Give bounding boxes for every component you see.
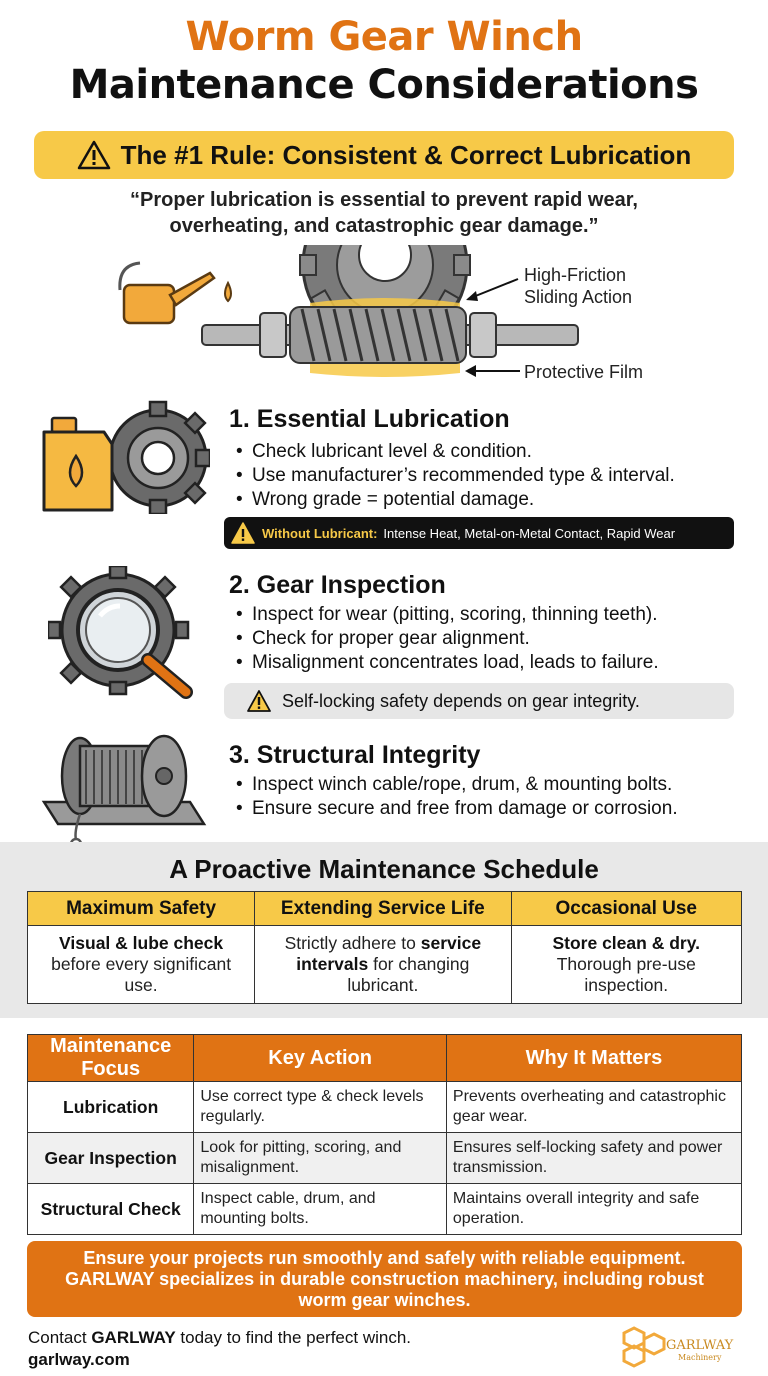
winch-drum-icon: [40, 732, 210, 850]
warning-triangle-icon: [230, 521, 256, 545]
list-item: • Check for proper gear alignment.: [232, 627, 659, 651]
worm-shaft-icon: [202, 307, 578, 363]
table-cell: Ensures self-locking safety and power transmission.: [446, 1133, 741, 1184]
schedule-table: [27, 891, 742, 1004]
section-2-title: 2. Gear Inspection: [229, 571, 446, 599]
list-item: • Inspect for wear (pitting, scoring, thinning teeth).: [232, 603, 659, 627]
rule-banner-text: The #1 Rule: Consistent & Correct Lubrication: [120, 139, 692, 170]
section-3-bullets: [232, 773, 678, 821]
table-cell: Use correct type & check levels regularly.: [194, 1082, 447, 1133]
callout-friction-line-1: High-Friction: [524, 265, 627, 285]
schedule-header: Occasional Use: [511, 892, 742, 926]
section-3-title: 3. Structural Integrity: [229, 741, 481, 769]
rule-banner: [34, 131, 734, 179]
table-cell: Inspect cable, drum, and mounting bolts.: [194, 1184, 447, 1235]
cta-text: Ensure your projects run smoothly and safely with reliable equipment. GARLWAY specializes in durable construction machinery, including robust worm gear winches.: [65, 1247, 704, 1310]
table-row: [28, 926, 742, 1004]
table-cell: Gear Inspection: [28, 1133, 194, 1184]
table-row: [28, 1184, 742, 1235]
self-locking-note: [224, 683, 734, 719]
contact-line: Contact GARLWAY today to find the perfect winch.: [28, 1328, 412, 1347]
table-cell: Prevents overheating and catastrophic gear wear.: [446, 1082, 741, 1133]
list-item: • Use manufacturer’s recommended type & interval.: [232, 464, 675, 488]
quote-line-2: overheating, and catastrophic gear damage.”: [169, 215, 599, 237]
table-row: [28, 1082, 742, 1133]
list-item: • Misalignment concentrates load, leads to failure.: [232, 651, 659, 675]
warning-text: Intense Heat, Metal-on-Metal Contact, Rapid Wear: [383, 525, 676, 541]
table-row: [28, 1133, 742, 1184]
section-1-bullets: [232, 440, 675, 512]
schedule-cell-service-life: Strictly adhere to service intervals for changing lubricant.: [255, 926, 511, 1004]
warning-triangle-icon: [77, 140, 111, 170]
self-locking-note-text: Self-locking safety depends on gear integrity.: [282, 690, 640, 711]
lubrication-quote: [40, 187, 728, 239]
table-header-row: [28, 892, 742, 926]
list-item: • Check lubricant level & condition.: [232, 440, 675, 464]
section-1-title: 1. Essential Lubrication: [229, 405, 510, 433]
callout-film: Protective Film: [524, 362, 644, 382]
focus-header: Key Action: [194, 1035, 447, 1082]
schedule-title: A Proactive Maintenance Schedule: [169, 854, 599, 884]
table-cell: Lubrication: [28, 1082, 194, 1133]
table-header-row: [28, 1035, 742, 1082]
focus-table: [27, 1034, 742, 1235]
schedule-cell-max-safety: Visual & lube check before every significant use.: [28, 926, 255, 1004]
oil-can-icon: [120, 263, 231, 323]
warning-label: Without Lubricant:: [262, 525, 378, 541]
logo-sub: Machinery: [678, 1353, 722, 1362]
schedule-header: Extending Service Life: [255, 892, 511, 926]
logo-name: GARLWAY: [666, 1338, 734, 1353]
without-lubricant-warning: [224, 517, 734, 549]
callout-friction-line-2: Sliding Action: [524, 287, 633, 307]
quote-line-1: “Proper lubrication is essential to prevent rapid wear,: [130, 189, 638, 211]
list-item: • Wrong grade = potential damage.: [232, 488, 675, 512]
focus-header: Maintenance Focus: [28, 1035, 194, 1082]
table-cell: Maintains overall integrity and safe operation.: [446, 1184, 741, 1235]
website-link[interactable]: garlway.com: [28, 1350, 130, 1369]
table-cell: Structural Check: [28, 1184, 194, 1235]
list-item: • Inspect winch cable/rope, drum, & mounting bolts.: [232, 773, 678, 797]
schedule-cell-occasional: Store clean & dry. Thorough pre-use inspection.: [511, 926, 742, 1004]
cta-banner: [27, 1241, 742, 1317]
callout-friction: [524, 264, 632, 308]
warning-triangle-icon: [246, 689, 272, 713]
gear-magnifier-icon: [48, 566, 198, 700]
title-line-1: Worm Gear Winch: [185, 14, 583, 60]
schedule-header: Maximum Safety: [28, 892, 255, 926]
oil-jug-gear-icon: [38, 394, 210, 514]
list-item: • Ensure secure and free from damage or corrosion.: [232, 797, 678, 821]
focus-header: Why It Matters: [446, 1035, 741, 1082]
table-cell: Look for pitting, scoring, and misalignment.: [194, 1133, 447, 1184]
title-line-2: Maintenance Considerations: [69, 62, 699, 108]
section-2-bullets: [232, 603, 659, 675]
